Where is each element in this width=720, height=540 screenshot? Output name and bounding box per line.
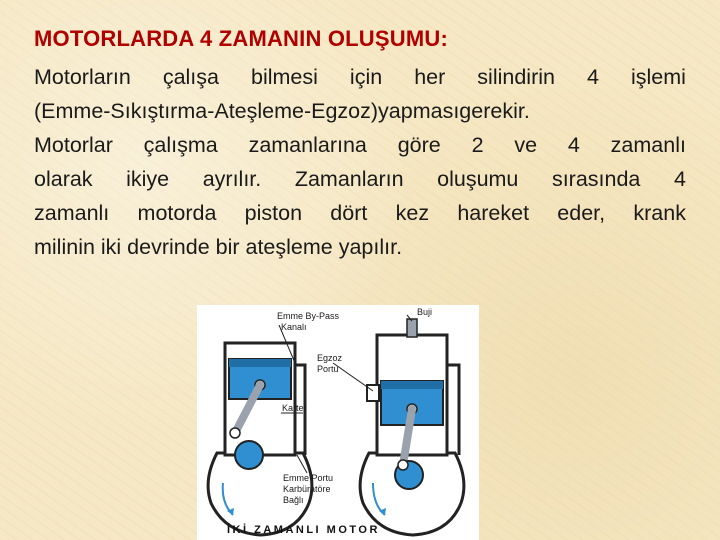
paragraph-word: 2	[471, 133, 484, 157]
paragraph-word: ikiye	[126, 167, 170, 191]
right-crank-pin	[398, 460, 408, 470]
label-emme-bypass: Emme By-Pass	[277, 311, 340, 321]
left-piston-rings	[229, 359, 291, 367]
paragraph-word: 4	[673, 167, 686, 191]
right-piston-rings	[381, 381, 443, 389]
paragraph-word: 4	[586, 65, 599, 89]
paragraph-line-3	[34, 128, 686, 162]
paragraph-word: Motorlar	[34, 133, 113, 157]
left-crank	[235, 441, 263, 469]
label-karburatore: Karbüratöre	[283, 484, 331, 494]
figure-caption: İKİ ZAMANLI MOTOR	[227, 524, 380, 536]
paragraph-word: bilmesi	[251, 65, 318, 89]
label-buji: Buji	[417, 307, 433, 317]
paragraph-line-4	[34, 162, 686, 196]
paragraph-word: motorda	[137, 201, 217, 225]
paragraph-word: sırasında	[551, 167, 641, 191]
paragraph-word: oluşumu	[437, 167, 519, 191]
paragraph-word: Motorların	[34, 65, 131, 89]
paragraph-line-1	[34, 60, 686, 94]
paragraph-word: 4	[567, 133, 580, 157]
slide-title: MOTORLARDA 4 ZAMANIN OLUŞUMU:	[34, 26, 448, 51]
two-stroke-engine-figure	[197, 305, 479, 540]
exhaust-port	[367, 385, 379, 401]
paragraph-word: piston	[244, 201, 303, 225]
paragraph-word: dört	[330, 201, 368, 225]
paragraph-word: silindirin	[477, 65, 555, 89]
paragraph-word: krank	[633, 201, 686, 225]
paragraph-word: zamanlarına	[248, 133, 367, 157]
paragraph-word: işlemi	[630, 65, 686, 89]
left-crank-pin	[230, 428, 240, 438]
label-emme-portu: Emme Portu	[283, 473, 334, 483]
paragraph-word: her	[414, 65, 446, 89]
slide-paragraph	[34, 60, 686, 264]
paragraph-line-6: milinin iki devrinde bir ateşleme yapılır.	[34, 235, 403, 259]
paragraph-word: ve	[514, 133, 538, 157]
paragraph-word: göre	[397, 133, 441, 157]
label-bagli: Bağlı	[283, 495, 304, 505]
paragraph-word: Zamanların	[294, 167, 404, 191]
paragraph-word: ayrılır.	[202, 167, 262, 191]
paragraph-word: zamanlı	[34, 201, 110, 225]
paragraph-word: çalışa	[162, 65, 219, 89]
paragraph-word: (Emme-Sıkıştırma-Ateşleme-Egzoz)yapmasıgerekir.	[34, 99, 530, 123]
left-engine	[208, 343, 312, 535]
paragraph-word: olarak	[34, 167, 93, 191]
paragraph-word: eder,	[557, 201, 606, 225]
paragraph-line-5	[34, 196, 686, 230]
label-kanali: Kanalı	[281, 322, 307, 332]
paragraph-word: için	[349, 65, 383, 89]
label-portu: Portu	[317, 364, 339, 374]
paragraph-word: hareket	[457, 201, 530, 225]
label-egzoz: Egzoz	[317, 353, 343, 363]
right-engine	[360, 319, 464, 535]
paragraph-word: kez	[395, 201, 430, 225]
paragraph-word: zamanlı	[610, 133, 686, 157]
paragraph-line-2	[34, 94, 686, 128]
right-bypass-passage	[447, 365, 459, 455]
engine-diagram	[197, 305, 479, 540]
paragraph-word: çalışma	[143, 133, 218, 157]
label-karter: Karter	[282, 403, 307, 413]
spark-plug	[407, 319, 417, 337]
